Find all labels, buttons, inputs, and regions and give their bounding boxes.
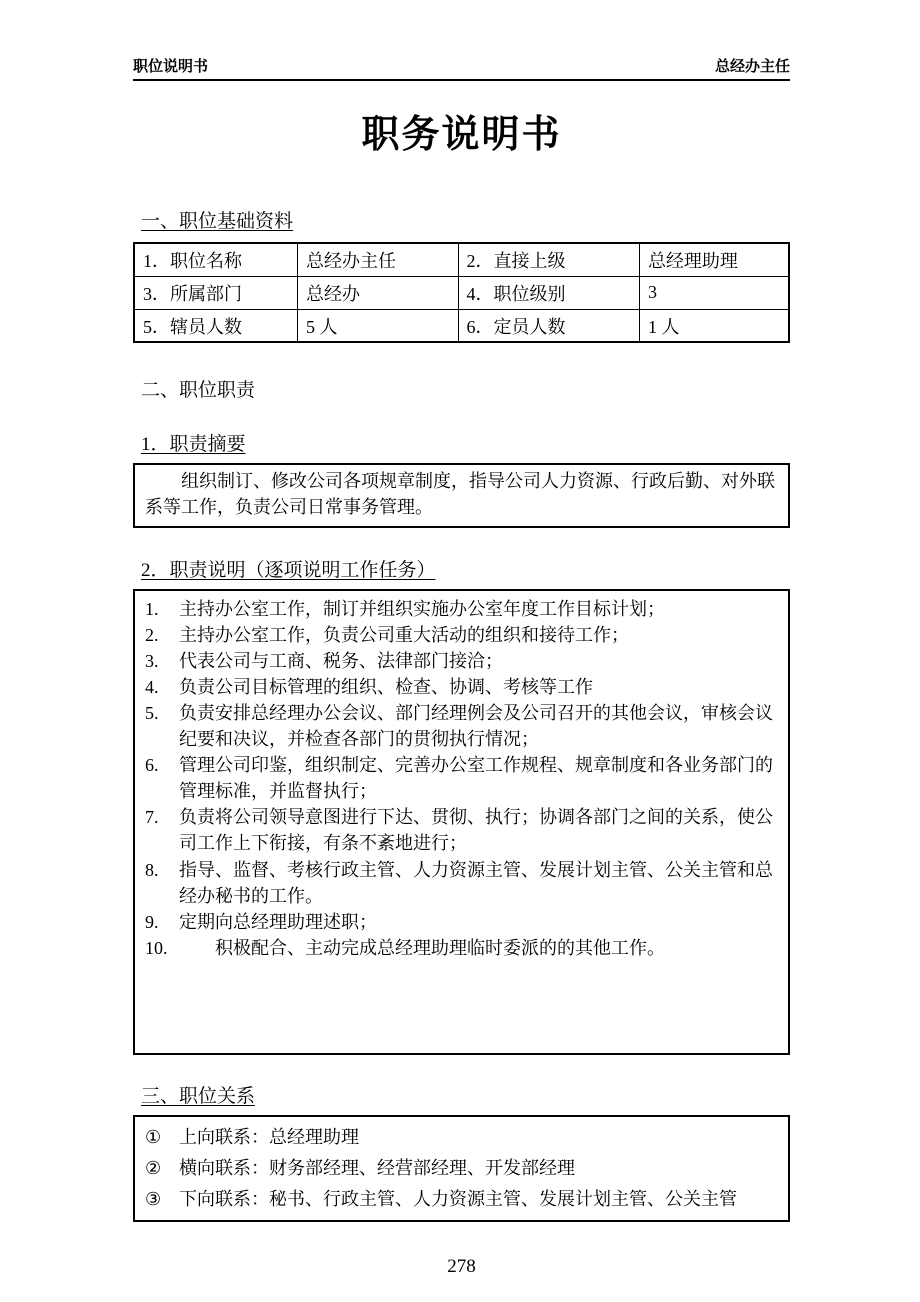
duty-item <box>145 674 778 700</box>
relations-box <box>133 1115 790 1222</box>
duty-item <box>145 935 778 961</box>
relation-item <box>145 1153 778 1184</box>
table-cell-label: 5．辖员人数 <box>134 309 298 342</box>
duty-number: 8. <box>145 859 159 880</box>
table-cell-label: 3．所属部门 <box>134 276 298 309</box>
duty-number: 10. <box>145 937 168 958</box>
page-number: 278 <box>447 1255 476 1277</box>
duty-text: 管理公司印鉴，组织制定、完善办公室工作规程、规章制度和各业务部门的管理标准，并监督执行； <box>179 755 773 802</box>
duty-number: 1. <box>145 598 159 619</box>
table-cell-label: 1．职位名称 <box>134 243 298 276</box>
duty-number: 4. <box>145 676 159 697</box>
duty-number: 7. <box>145 807 159 828</box>
table-cell-label: 2．直接上级 <box>458 243 639 276</box>
relation-item <box>145 1122 778 1153</box>
duty-number: 3. <box>145 650 159 671</box>
section-heading-duties: 二、职位职责 <box>141 380 256 402</box>
table-cell-label: 4．职位级别 <box>458 276 639 309</box>
duty-text: 负责公司目标管理的组织、检查、协调、考核等工作 <box>179 676 593 697</box>
section-heading-basic-info: 一、职位基础资料 <box>141 211 294 233</box>
relation-text: 上向联系：总经理助理 <box>179 1127 359 1148</box>
duty-number: 6. <box>145 755 159 776</box>
duty-item <box>145 909 778 935</box>
document-title: 职务说明书 <box>361 114 562 156</box>
duty-summary-text: 组织制订、修改公司各项规章制度，指导公司人力资源、行政后勤、对外联系等工作，负责公司日常事务管理。 <box>145 471 775 518</box>
duty-text: 定期向总经理助理述职； <box>179 911 377 932</box>
duty-text: 指导、监督、考核行政主管、人力资源主管、发展计划主管、公关主管和总经办秘书的工作。 <box>179 859 773 906</box>
page-header <box>133 0 790 81</box>
duty-details-box <box>133 589 790 1055</box>
duty-item <box>145 648 778 674</box>
subsection-heading-duty-details: 2．职责说明（逐项说明工作任务） <box>141 559 436 581</box>
table-row <box>134 309 789 342</box>
table-cell-value: 总经办 <box>298 276 458 309</box>
relation-bullet: ① <box>145 1127 162 1148</box>
duty-text: 主持办公室工作，负责公司重大活动的组织和接待工作； <box>179 624 629 645</box>
subsection-heading-duty-summary: 1．职责摘要 <box>141 434 246 456</box>
relation-item <box>145 1184 778 1215</box>
duty-number: 9. <box>145 911 159 932</box>
duty-item <box>145 804 778 856</box>
duty-item <box>145 622 778 648</box>
duty-summary-box <box>133 463 790 527</box>
duty-number: 2. <box>145 624 159 645</box>
table-row <box>134 276 789 309</box>
table-cell-label: 6．定员人数 <box>458 309 639 342</box>
duty-item <box>145 752 778 804</box>
duty-text: 积极配合、主动完成总经理助理临时委派的的其他工作。 <box>215 937 665 958</box>
duty-text: 负责安排总经理办公会议、部门经理例会及公司召开的其他会议，审核会议纪要和决议，并检查各部门的贯彻执行情况； <box>179 702 773 750</box>
relation-bullet: ③ <box>145 1189 162 1210</box>
duty-text: 主持办公室工作，制订并组织实施办公室年度工作目标计划； <box>179 598 665 619</box>
duty-item <box>145 857 778 909</box>
table-cell-value: 3 <box>639 276 789 309</box>
duty-text: 负责将公司领导意图进行下达、贯彻、执行；协调各部门之间的关系，使公司工作上下衔接，有条不紊地进行； <box>179 807 773 854</box>
header-job-title: 总经办主任 <box>714 59 790 75</box>
header-doc-type: 职位说明书 <box>133 59 209 75</box>
relation-text: 下向联系：秘书、行政主管、人力资源主管、发展计划主管、公关主管 <box>179 1189 737 1210</box>
table-cell-value: 5 人 <box>298 309 458 342</box>
duty-text: 代表公司与工商、税务、法律部门接洽； <box>179 650 503 671</box>
relation-bullet: ② <box>145 1158 162 1179</box>
duty-item <box>145 596 778 622</box>
table-cell-value: 总经理助理 <box>639 243 789 276</box>
table-cell-value: 总经办主任 <box>298 243 458 276</box>
basic-info-table <box>133 242 790 343</box>
section-heading-relations: 三、职位关系 <box>141 1085 256 1107</box>
relation-text: 横向联系：财务部经理、经营部经理、开发部经理 <box>179 1158 575 1179</box>
table-row <box>134 243 789 276</box>
duty-number: 5. <box>145 702 159 723</box>
duty-item <box>145 700 778 752</box>
table-cell-value: 1 人 <box>639 309 789 342</box>
